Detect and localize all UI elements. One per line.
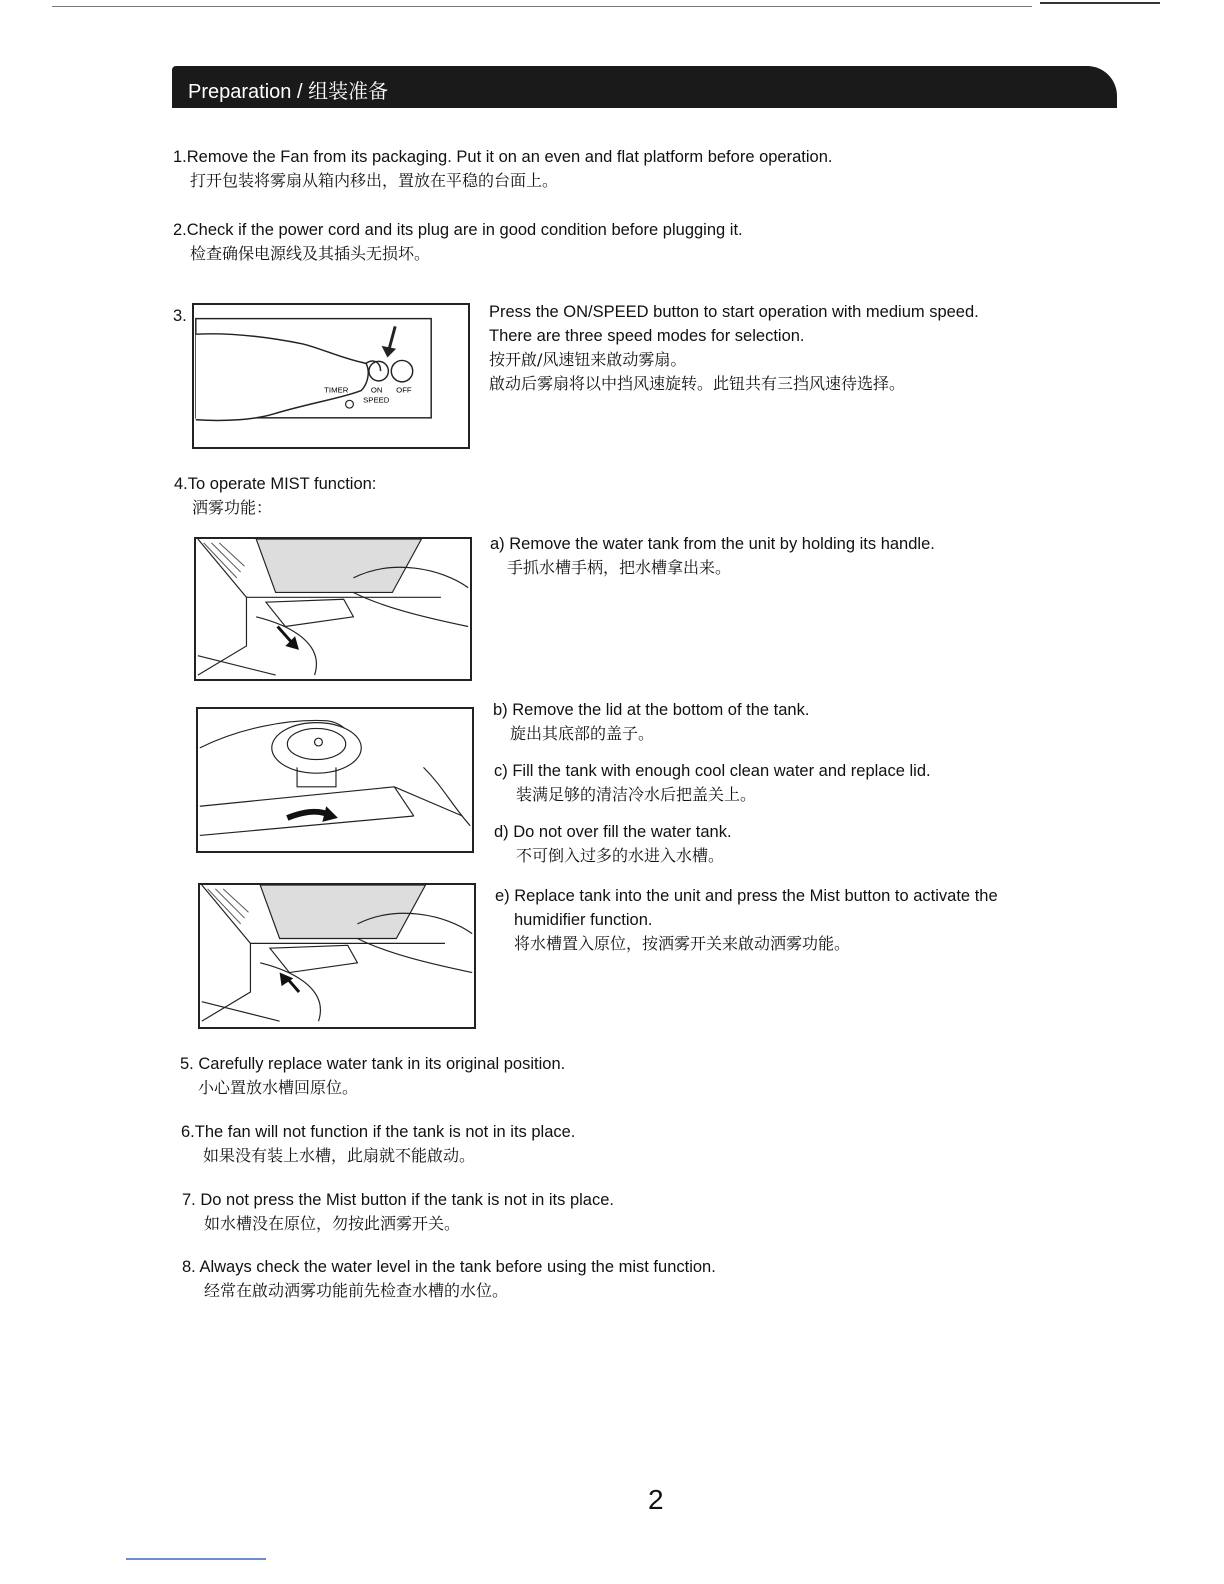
- step-text-en: a) Remove the water tank from the unit by holding its handle.: [490, 535, 935, 553]
- step-text-zh: 经常在啟动洒雾功能前先检查水槽的水位。: [204, 1281, 509, 1300]
- step-text-en: To operate MIST function:: [187, 475, 377, 493]
- bottom-scan-rule: [126, 1558, 266, 1560]
- step-number: 8.: [182, 1258, 196, 1276]
- step-text-zh: 如果没有装上水槽，此扇就不能啟动。: [203, 1146, 476, 1165]
- step-text-zh: 装满足够的清洁冷水后把盖关上。: [516, 785, 757, 804]
- remove-lid-figure: [196, 707, 474, 853]
- step-text-en: Check if the power cord and its plug are in good condition before plugging it.: [186, 221, 743, 239]
- replace-tank-figure: [198, 883, 476, 1029]
- step-4: [174, 472, 376, 520]
- section-header: [172, 66, 1117, 108]
- step-text-zh: 洒雾功能：: [192, 498, 273, 517]
- step-3-text: [489, 300, 979, 396]
- on-label: ON: [370, 385, 383, 395]
- step-number: 5.: [180, 1055, 194, 1073]
- step-4e-text: [495, 884, 998, 956]
- step-text-en: d) Do not over fill the water tank.: [494, 823, 732, 841]
- step-4a-text: [490, 532, 935, 580]
- step-text-en: Carefully replace water tank in its original position.: [198, 1055, 566, 1073]
- step-text-zh: 旋出其底部的盖子。: [510, 724, 655, 743]
- step-text-zh: 如水槽没在原位，勿按此洒雾开关。: [204, 1214, 461, 1233]
- off-label: OFF: [396, 385, 412, 395]
- step-text-en: Always check the water level in the tank before using the mist function.: [199, 1258, 716, 1276]
- step-text-zh: 不可倒入过多的水进入水槽。: [516, 846, 725, 865]
- step-number: 7.: [182, 1191, 196, 1209]
- timer-label: TIMER: [324, 385, 349, 395]
- step-8: [182, 1255, 716, 1303]
- step-text-en: The fan will not function if the tank is not in its place.: [194, 1123, 576, 1141]
- step-text-zh: 检查确保电源线及其插头无损坏。: [190, 244, 431, 263]
- step-text-en: Remove the Fan from its packaging. Put it on an even and flat platform before operation.: [186, 148, 833, 166]
- top-scan-rule: [52, 6, 1032, 7]
- page-title: Preparation / 组装准备: [188, 81, 389, 103]
- step-number: 4.: [174, 475, 188, 493]
- step-5: [180, 1052, 565, 1100]
- step-1: [173, 145, 832, 193]
- step-4d-text: [494, 820, 732, 868]
- step-text-zh: 啟动后雾扇将以中挡风速旋转。此钮共有三挡风速待选择。: [489, 374, 906, 393]
- step-number: 1.: [173, 148, 187, 166]
- page-number: 2: [648, 1484, 664, 1515]
- step-4c-text: [494, 759, 931, 807]
- step-text-zh: 打开包装将雾扇从箱内移出，置放在平稳的台面上。: [190, 171, 559, 190]
- step-number: 6.: [181, 1123, 195, 1141]
- top-corner-rule: [1040, 2, 1160, 4]
- step-3-number: 3.: [173, 307, 187, 325]
- step-text-en: c) Fill the tank with enough cool clean water and replace lid.: [494, 762, 931, 780]
- step-text-en: Press the ON/SPEED button to start operation with medium speed.: [489, 303, 979, 321]
- step-text-en: There are three speed modes for selection.: [489, 327, 805, 345]
- step-text-zh: 将水槽置入原位，按洒雾开关来啟动洒雾功能。: [514, 934, 851, 953]
- step-7: [182, 1188, 614, 1236]
- step-6: [181, 1120, 575, 1168]
- speed-label: SPEED: [363, 395, 390, 405]
- step-text-en: b) Remove the lid at the bottom of the tank.: [493, 701, 810, 719]
- step-text-en: humidifier function.: [514, 911, 653, 929]
- step-2: [173, 218, 743, 266]
- step-text-zh: 手抓水槽手柄，把水槽拿出来。: [507, 558, 732, 577]
- step-text-en: Do not press the Mist button if the tank is not in its place.: [200, 1191, 614, 1209]
- remove-tank-figure: [194, 537, 472, 681]
- step-number: 2.: [173, 221, 187, 239]
- step-text-zh: 按开啟/风速钮来啟动雾扇。: [489, 350, 687, 369]
- step-text-zh: 小心置放水槽回原位。: [198, 1078, 359, 1097]
- control-panel-figure: [192, 303, 470, 449]
- step-4b-text: [493, 698, 809, 746]
- step-text-en: e) Replace tank into the unit and press the Mist button to activate the: [495, 887, 998, 905]
